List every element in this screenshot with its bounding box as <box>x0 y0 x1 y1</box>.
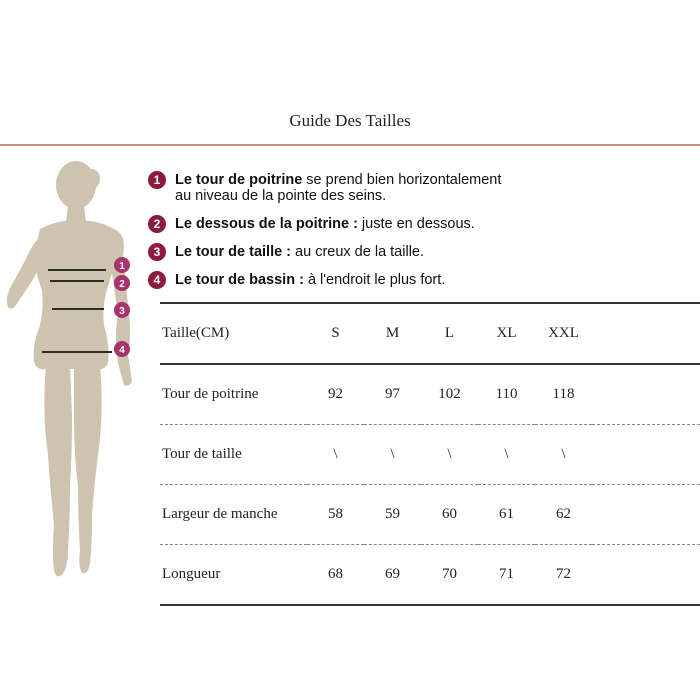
instruction-4 <box>148 272 688 288</box>
header-size-l: L <box>421 303 478 364</box>
instruction-2-term: Le dessous de la poitrine : <box>175 216 358 232</box>
instruction-1-text: se prend bien horizontalement <box>302 172 502 188</box>
row-label: Largeur de manche <box>160 485 307 545</box>
instruction-1 <box>148 172 688 204</box>
row-label: Tour de poitrine <box>160 364 307 425</box>
instruction-4-number: 4 <box>148 271 166 289</box>
header-size-m: M <box>364 303 421 364</box>
table-cell: \ <box>478 425 535 485</box>
table-row <box>160 485 700 545</box>
instruction-4-text: à l'endroit le plus fort. <box>303 272 446 288</box>
table-cell: 118 <box>535 364 592 425</box>
measurement-instructions <box>148 172 688 300</box>
table-cell: 72 <box>535 545 592 606</box>
instruction-3 <box>148 244 688 260</box>
row-label: Longueur <box>160 545 307 606</box>
table-row <box>160 364 700 425</box>
instruction-3-number: 3 <box>148 243 166 261</box>
instruction-1-text-line2: au niveau de la pointe des seins. <box>175 188 387 204</box>
page-title: Guide Des Tailles <box>289 111 411 130</box>
header-spacer <box>592 303 700 364</box>
header-size-label: Taille(CM) <box>160 303 307 364</box>
marker-2 <box>114 275 130 291</box>
header-size-xl: XL <box>478 303 535 364</box>
table-cell: 68 <box>307 545 364 606</box>
table-cell: 110 <box>478 364 535 425</box>
table-cell: 70 <box>421 545 478 606</box>
table-row <box>160 545 700 606</box>
marker-4 <box>114 341 130 357</box>
table-cell: \ <box>364 425 421 485</box>
instruction-2-number: 2 <box>148 215 166 233</box>
marker-1 <box>114 257 130 273</box>
table-cell: 71 <box>478 545 535 606</box>
table-cell: 97 <box>364 364 421 425</box>
marker-4-label: 4 <box>119 345 125 356</box>
table-cell: 61 <box>478 485 535 545</box>
table-cell: \ <box>535 425 592 485</box>
instruction-4-term: Le tour de bassin : <box>175 272 304 288</box>
row-spacer <box>592 364 700 425</box>
header-size-xxl: XXL <box>535 303 592 364</box>
table-cell: 102 <box>421 364 478 425</box>
table-cell: 92 <box>307 364 364 425</box>
table-cell: 62 <box>535 485 592 545</box>
instruction-1-number: 1 <box>148 171 166 189</box>
instruction-2 <box>148 216 688 232</box>
row-spacer <box>592 545 700 606</box>
table-cell: 59 <box>364 485 421 545</box>
marker-2-label: 2 <box>119 279 125 290</box>
table-row <box>160 425 700 485</box>
marker-1-label: 1 <box>119 261 125 272</box>
table-cell: \ <box>307 425 364 485</box>
body-silhouette-figure <box>0 155 140 585</box>
size-table <box>160 302 700 606</box>
header-size-s: S <box>307 303 364 364</box>
marker-3-label: 3 <box>119 306 125 317</box>
table-cell: \ <box>421 425 478 485</box>
instruction-1-term: Le tour de poitrine <box>175 172 303 188</box>
marker-3 <box>114 302 130 318</box>
instruction-2-text: juste en dessous. <box>357 216 475 232</box>
row-spacer <box>592 485 700 545</box>
instruction-3-text: au creux de la taille. <box>291 244 425 260</box>
row-label: Tour de taille <box>160 425 307 485</box>
silhouette <box>7 161 132 576</box>
table-cell: 58 <box>307 485 364 545</box>
title-divider <box>0 144 700 146</box>
row-spacer <box>592 425 700 485</box>
instruction-3-term: Le tour de taille : <box>175 244 292 260</box>
table-cell: 69 <box>364 545 421 606</box>
table-header-row <box>160 303 700 364</box>
table-cell: 60 <box>421 485 478 545</box>
